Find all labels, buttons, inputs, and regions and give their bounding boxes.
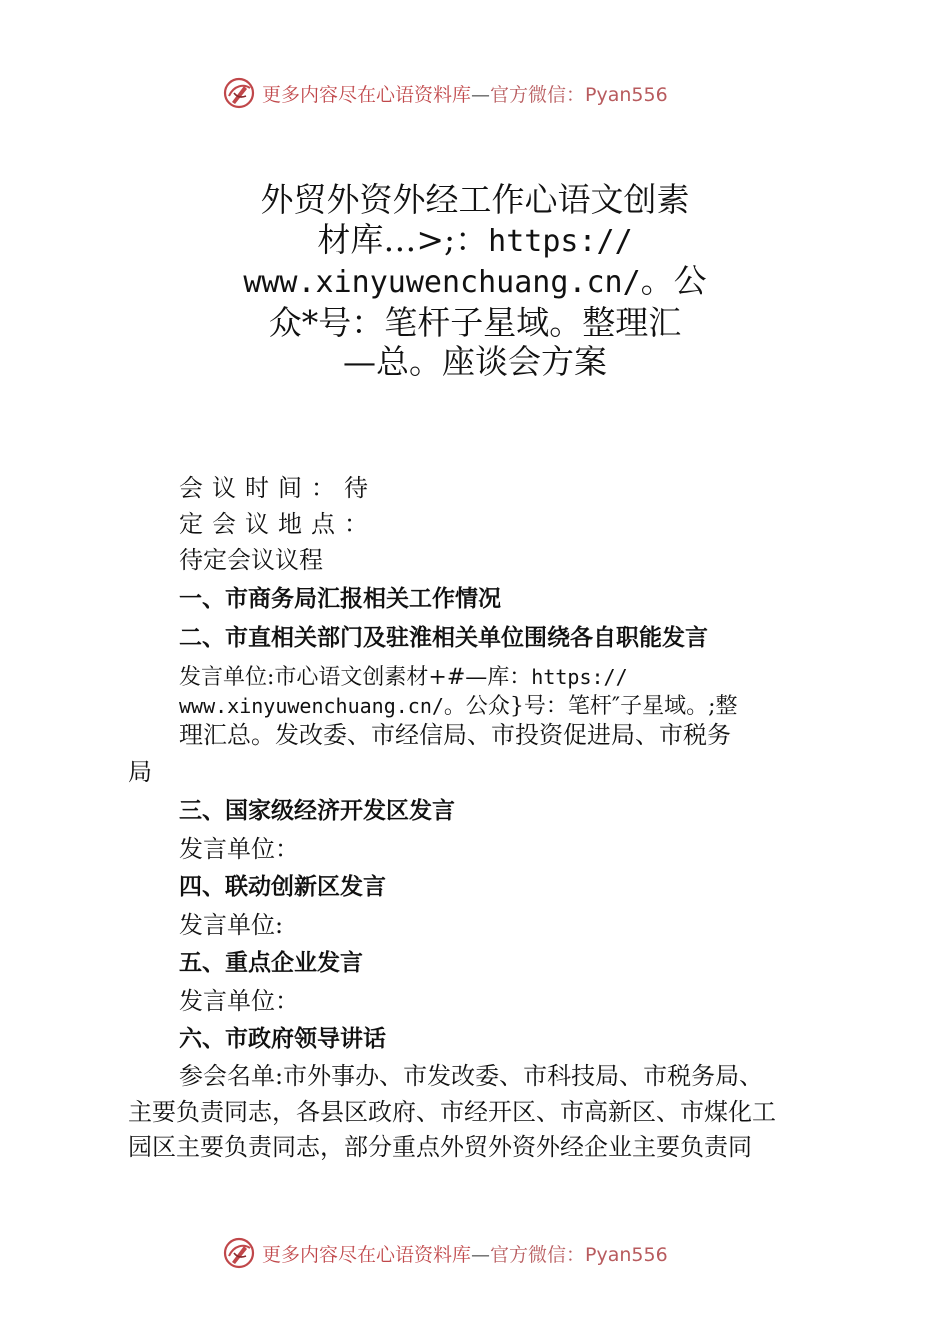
- attendees-line-2: 主要负责同志，各县区政府、市经开区、市高新区、市煤化工: [128, 1098, 776, 1126]
- banner-separator: —: [471, 83, 491, 106]
- title-line-2: [150, 220, 800, 262]
- banner-text: [262, 80, 668, 107]
- footer-banner-wechat-text: 官方微信：Pyan556: [490, 1243, 668, 1266]
- header-banner: [0, 71, 950, 115]
- banner-wechat-text: 官方微信：Pyan556: [490, 83, 668, 106]
- title-line-3-text: 。公: [640, 261, 707, 300]
- attendees-line-1: 参会名单:市外事办、市发改委、市科技局、市税务局、: [179, 1062, 764, 1090]
- speaker-units-3: 发言单位：: [179, 835, 299, 863]
- footer-banner: [0, 1231, 950, 1275]
- speaker-units-2-url-2: www.xinyuwenchuang.cn/: [179, 694, 444, 718]
- footer-banner-inner: [222, 1235, 668, 1271]
- title-line-4: 众*号：笔杆子星域。整理汇: [268, 302, 682, 342]
- document-title: [150, 180, 800, 382]
- agenda-item-4: 四、联动创新区发言: [179, 874, 386, 900]
- brand-logo-icon: [222, 76, 256, 110]
- title-line-2-url: https://: [488, 223, 633, 259]
- speaker-units-2-line-3: 理汇总。发改委、市经信局、市投资促进局、市税务: [179, 721, 731, 749]
- title-line-2-text: 材库…>;：: [317, 219, 489, 259]
- speaker-units-5: 发言单位：: [179, 987, 299, 1015]
- agenda-line: 待定会议议程: [179, 546, 323, 574]
- speaker-units-2-url: https://: [531, 665, 628, 689]
- agenda-item-3: 三、国家级经济开发区发言: [179, 798, 455, 824]
- speaker-units-2-line-2: [179, 691, 738, 722]
- banner-main-text: 更多内容尽在心语资料库: [262, 83, 472, 106]
- footer-banner-separator: —: [471, 1243, 491, 1266]
- meeting-time-line: 会议时间：待: [179, 474, 377, 502]
- speaker-units-2-line-1: [179, 662, 628, 693]
- banner-inner: [222, 75, 668, 111]
- title-line-3: [150, 261, 800, 303]
- speaker-units-2-text-2: 。公众}号：笔杆″子星域。;整: [443, 694, 738, 719]
- agenda-item-5: 五、重点企业发言: [179, 950, 363, 976]
- agenda-item-1: 一、市商务局汇报相关工作情况: [179, 586, 501, 612]
- agenda-item-2: 二、市直相关部门及驻淮相关单位围绕各自职能发言: [179, 625, 708, 651]
- speaker-units-4: 发言单位:: [179, 911, 284, 939]
- footer-banner-text: [262, 1240, 668, 1267]
- title-line-3-url: www.xinyuwenchuang.cn/: [243, 265, 641, 300]
- attendees-line-3: 园区主要负责同志，部分重点外贸外资外经企业主要负责同: [128, 1133, 752, 1161]
- footer-banner-main-text: 更多内容尽在心语资料库: [262, 1243, 472, 1266]
- title-line-1: 外贸外资外经工作心语文创素: [260, 180, 690, 219]
- brand-logo-icon: [222, 1236, 256, 1270]
- speaker-units-2-label: 发言单位:市心语文创素材+#—库：: [179, 665, 532, 690]
- title-line-5: —总。座谈会方案: [343, 342, 607, 381]
- meeting-place-line: 定会议地点：: [179, 510, 377, 538]
- speaker-units-2-line-4: 局: [128, 758, 152, 786]
- agenda-item-6: 六、市政府领导讲话: [179, 1026, 386, 1052]
